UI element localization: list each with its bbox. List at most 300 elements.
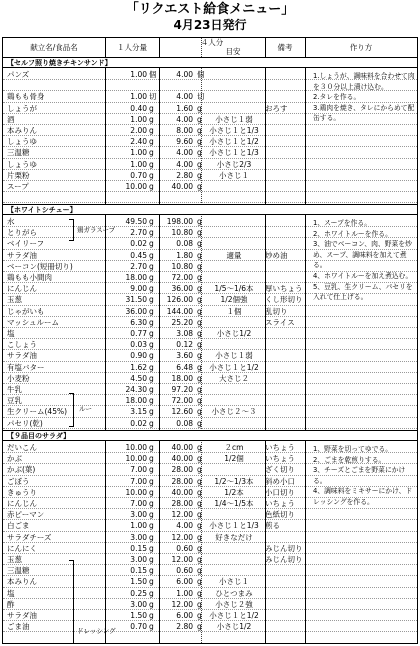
cell-name: ごま油 (7, 622, 30, 632)
cell-u2: g (197, 487, 202, 497)
ingredient-row (3, 328, 417, 339)
cell-name: サラダ油 (7, 351, 37, 361)
cell-name: しょうゆ (7, 137, 37, 147)
cell-u2: g (197, 250, 202, 260)
ingredient-row (3, 170, 417, 181)
cell-q1: 9.00 (130, 284, 147, 294)
cell-u2: g (197, 273, 202, 282)
method-step: 1、野菜を切ってゆでる。 (313, 445, 393, 453)
cell-me: 1/2本 (224, 487, 244, 497)
ingredient-row (3, 621, 417, 632)
cell-u2: g (197, 217, 202, 226)
cell-u2: g (197, 407, 202, 417)
cell-u2: g (197, 454, 202, 464)
header-name: 献立名/食品名 (30, 43, 78, 52)
cell-u2: g (197, 306, 202, 316)
cell-q2: 12.00 (171, 510, 193, 520)
cell-q1: 1.00 (130, 70, 147, 79)
cell-u2: g (197, 284, 202, 294)
cell-bk: 乱切り (265, 306, 288, 316)
ingredient-row (3, 565, 417, 576)
cell-q1: 18.00 (125, 396, 147, 406)
cell-u1: g (149, 295, 154, 305)
cell-q1: 6.30 (130, 317, 147, 327)
cell-q2: 10.80 (171, 261, 193, 271)
cell-name: マッシュルーム (7, 317, 60, 327)
ingredient-row (3, 576, 417, 587)
cell-q1: 2.70 (130, 228, 147, 238)
cell-u1: g (149, 182, 154, 191)
cell-u2: g (197, 622, 202, 632)
cell-u1: g (149, 228, 154, 238)
cell-name: 有塩バター (7, 362, 45, 372)
cell-name: ベーコン(短冊切り) (7, 261, 73, 271)
cell-u1: g (149, 521, 154, 531)
cell-name: とりがら (7, 228, 37, 238)
cell-u2: g (197, 126, 202, 135)
cell-q1: 7.00 (130, 476, 147, 486)
cell-me: 小さじ１と1/3 (209, 148, 259, 158)
cell-u2: g (197, 385, 202, 394)
cell-u1: g (149, 385, 154, 394)
ingredient-row (3, 532, 417, 543)
cell-u1: g (149, 239, 154, 249)
cell-u2: g (197, 295, 202, 305)
cell-me: 小さじ１と1/2 (209, 611, 259, 620)
section-title: 【ホワイトシチュー】 (7, 206, 77, 214)
cell-q2: 40.00 (171, 182, 193, 191)
cell-name: 生クリーム(45%) (7, 407, 68, 417)
ingredient-row (3, 395, 417, 406)
ingredient-row (3, 339, 417, 350)
cell-u2: g (197, 182, 202, 191)
cell-q1: 0.15 (130, 543, 147, 553)
cell-me: 小さじ２強 (215, 599, 253, 609)
cell-q2: 0.60 (176, 543, 193, 553)
cell-u1: g (149, 396, 154, 406)
cell-u1: g (149, 250, 154, 260)
cell-u2: g (197, 340, 202, 350)
ingredient-row (3, 147, 417, 158)
ingredient-row (3, 588, 417, 599)
cell-name: 玉葱 (7, 555, 22, 564)
cell-bk: スライス (265, 317, 295, 327)
method-step: 3.鶏肉を焼き、タレにからめて配缶する。 (313, 103, 415, 123)
cell-me: 好きなだけ (215, 532, 253, 542)
cell-bk: みじん切り (265, 555, 303, 564)
cell-q1: 0.02 (130, 239, 147, 249)
cell-me: 小さじ２～３ (211, 407, 257, 417)
cell-q1: 7.00 (130, 499, 147, 508)
cell-q2: 4.00 (176, 92, 193, 102)
cell-u2: g (197, 611, 202, 620)
cell-u1: g (149, 532, 154, 542)
cell-name: きゅうり (7, 487, 37, 497)
cell-u1: g (149, 103, 154, 113)
cell-q1: 0.70 (130, 170, 147, 180)
method-step: 1.しょうが、調味料を合わせて肉を３０分以上漬け込む。 (313, 72, 415, 91)
cell-me: 1/5～1/6本 (214, 284, 254, 294)
cell-u1: g (149, 170, 154, 180)
cell-me: 小さじ１ (219, 170, 249, 180)
cell-q1: 0.45 (130, 250, 147, 260)
ingredient-row (3, 599, 417, 610)
section-header (3, 57, 417, 68)
cell-q2: 40.00 (171, 443, 193, 452)
cell-q2: 40.00 (171, 487, 193, 497)
cell-q1: 0.77 (130, 329, 147, 338)
cell-name: 酒 (7, 114, 15, 124)
cell-q2: 10.80 (171, 228, 193, 238)
cell-name: じゃがいも (7, 306, 45, 316)
cell-q2: 1.00 (176, 588, 193, 598)
cell-name: サラダチーズ (7, 532, 52, 542)
cell-q1: 24.30 (125, 385, 147, 394)
cell-q2: 72.00 (171, 273, 193, 282)
cell-q1: 49.50 (125, 217, 147, 226)
ingredient-row (3, 362, 417, 373)
cell-bk: 炒め油 (265, 250, 288, 260)
cell-u1: g (149, 284, 154, 294)
cell-name: しょうが (7, 103, 37, 113)
cell-u1: g (149, 622, 154, 632)
cell-name: 塩 (7, 588, 15, 598)
cell-me: 小さじ１弱 (215, 114, 253, 124)
method-step: 1、スープを作る。 (313, 219, 372, 227)
cell-q1: 3.15 (130, 407, 147, 417)
cell-q2: 1.80 (176, 250, 193, 260)
header-biko: 備考 (277, 43, 293, 52)
method-step: 2.タレを作る。 (313, 93, 361, 102)
method-step: 4、調味料をミキサーにかけ、ドレッシングを作る。 (313, 487, 413, 506)
cell-u1: g (149, 566, 154, 576)
cell-q2: 0.60 (176, 566, 193, 576)
ingredient-row (3, 610, 417, 621)
ingredient-row (3, 192, 417, 203)
cell-u2: 切 (197, 92, 205, 102)
ingredient-row (3, 136, 417, 147)
cell-q2: 28.00 (171, 465, 193, 475)
cell-q2: 3.08 (176, 329, 193, 338)
cell-q1: 2.40 (130, 137, 147, 147)
cell-u2: g (197, 239, 202, 249)
cell-bk: おろす (265, 103, 288, 113)
cell-bk: 色紙切り (265, 510, 295, 520)
cell-q1: 4.50 (130, 373, 147, 383)
cell-name: 本みりん (7, 126, 37, 135)
cell-name: 三温糖 (7, 148, 30, 158)
recipe-sheet (2, 37, 418, 644)
cell-u1: g (149, 588, 154, 598)
ingredient-row (3, 406, 417, 417)
cell-q1: 10.00 (125, 487, 147, 497)
ingredient-row (3, 418, 417, 429)
cell-name: 水 (7, 217, 15, 226)
cell-bk: みじん切り (265, 543, 303, 553)
method-step: 3、チーズとごまを野菜にかける。 (313, 466, 406, 485)
cell-q2: 2.80 (176, 170, 193, 180)
cell-u2: g (197, 396, 202, 406)
cell-me: 小さじ１と1/2 (209, 362, 259, 372)
cell-u1: g (149, 373, 154, 383)
ingredient-row (3, 384, 417, 395)
ingredient-row (3, 509, 417, 520)
section-header (3, 430, 417, 441)
cell-bk: 厚いちょう (265, 284, 303, 294)
cell-bk: 斜め小口 (265, 476, 295, 486)
cell-u1: g (149, 114, 154, 124)
cell-name: ベイリーフ (7, 239, 45, 249)
cell-q2: 6.00 (176, 611, 193, 620)
cell-name: 酢 (7, 599, 15, 609)
cell-q1: 0.03 (130, 340, 147, 350)
cell-name: こしょう (7, 340, 37, 350)
cell-u2: g (197, 599, 202, 609)
cell-q1: 1.00 (130, 521, 147, 531)
cell-q1: 0.15 (130, 566, 147, 576)
cell-u1: g (149, 443, 154, 452)
cell-q2: 198.00 (166, 217, 193, 226)
cell-q2: 72.00 (171, 396, 193, 406)
cell-u2: g (197, 261, 202, 271)
cell-name: スープ (7, 182, 29, 191)
cell-q1: 0.02 (130, 418, 147, 428)
method-steps (313, 444, 417, 508)
cell-q2: 9.60 (176, 137, 193, 147)
cell-u2: g (197, 137, 202, 147)
cell-q1: 3.00 (130, 555, 147, 564)
cell-u2: g (197, 499, 202, 508)
cell-u1: g (149, 510, 154, 520)
cell-u2: g (197, 476, 202, 486)
group-label-roux: ルー (79, 405, 92, 413)
cell-u2: g (197, 159, 202, 169)
cell-u1: g (149, 555, 154, 564)
cell-u2: g (197, 465, 202, 475)
cell-q2: 4.00 (176, 148, 193, 158)
cell-q1: 1.00 (130, 114, 147, 124)
cell-u1: g (149, 329, 154, 338)
menu-title: 「リクエスト給食メニュー」 (125, 2, 295, 17)
header-one-serving: １人分量 (117, 43, 147, 52)
section-title: 【９品目のサラダ】 (7, 432, 71, 440)
cell-me: 小さじ1/2 (216, 622, 252, 632)
cell-me: ２cm (224, 443, 244, 452)
cell-me: 小さじ１と1/3 (209, 126, 259, 135)
cell-u1: g (149, 126, 154, 135)
group-label-dressing: ドレッシング (77, 627, 116, 635)
cell-bk: 小口切り (265, 487, 295, 497)
cell-u2: g (197, 114, 202, 124)
cell-name: かぶ(葉) (7, 465, 36, 475)
cell-u1: g (149, 261, 154, 271)
cell-bk: いちょう (265, 443, 295, 452)
ingredient-row (3, 317, 417, 328)
cell-u2: g (197, 577, 202, 587)
cell-q2: 4.00 (176, 159, 193, 169)
cell-u2: g (197, 170, 202, 180)
cell-u2: g (197, 329, 202, 338)
cell-u1: 個 (149, 70, 157, 79)
method-step: 2、ホワイトルーを作る。 (313, 229, 392, 238)
cell-q2: 0.08 (176, 418, 193, 428)
cell-q1: 0.90 (130, 351, 147, 361)
cell-u1: g (149, 148, 154, 158)
method-step: 4、ホワイトルーを加え煮込む。 (313, 271, 413, 280)
cell-q2: 126.00 (166, 295, 193, 305)
cell-u2: g (197, 317, 202, 327)
cell-u2: g (197, 103, 202, 113)
ingredient-row (3, 306, 417, 317)
cell-q2: 36.00 (171, 284, 193, 294)
ingredient-row (3, 543, 417, 554)
cell-u2: 個 (197, 70, 205, 79)
cell-u1: g (149, 476, 154, 486)
issue-date: 4月23日発行 (173, 18, 247, 32)
cell-u1: g (149, 454, 154, 464)
cell-bk: くし形切り (265, 295, 303, 305)
cell-q1: 10.00 (125, 454, 147, 464)
cell-bk: いちょう (265, 454, 295, 464)
cell-q1: 31.50 (125, 295, 147, 305)
cell-name: 片栗粉 (7, 170, 30, 180)
cell-me: ひとつまみ (215, 588, 253, 598)
header-meyasu: 目安 (225, 47, 241, 56)
cell-q2: 97.20 (171, 385, 193, 394)
cell-u2: g (197, 532, 202, 542)
cell-q1: 1.00 (130, 148, 147, 158)
cell-bk: 煎る (265, 521, 280, 531)
cell-q1: 3.00 (130, 510, 147, 520)
cell-me: 1/2個強 (220, 295, 248, 305)
cell-q2: 28.00 (171, 499, 193, 508)
cell-name: 鶏もも骨身 (7, 92, 45, 102)
group-bracket (69, 393, 74, 427)
cell-u1: g (149, 465, 154, 475)
cell-u1: g (149, 137, 154, 147)
cell-u1: g (149, 407, 154, 417)
group-bracket (69, 560, 74, 644)
cell-q2: 6.48 (176, 362, 193, 372)
cell-me: 小さじ1/2 (216, 329, 252, 338)
cell-u2: g (197, 228, 202, 238)
header-method: 作り方 (349, 43, 373, 52)
cell-q1: 10.00 (125, 443, 147, 452)
cell-u2: g (197, 543, 202, 553)
cell-u1: g (149, 611, 154, 620)
cell-name: 塩 (7, 329, 15, 338)
cell-bk: いちょう (265, 499, 295, 508)
cell-u2: g (197, 148, 202, 158)
ingredient-row (3, 554, 417, 565)
cell-q2: 40.00 (171, 454, 193, 464)
cell-name: しょうゆ (7, 159, 37, 169)
cell-q1: 1.62 (130, 362, 147, 372)
cell-me: 小さじ１と1/2 (209, 137, 259, 147)
cell-q2: 8.00 (176, 126, 193, 135)
cell-u1: g (149, 599, 154, 609)
cell-u2: g (197, 362, 202, 372)
cell-u1: g (149, 273, 154, 282)
cell-q2: 4.00 (176, 521, 193, 531)
cell-u1: g (149, 543, 154, 553)
cell-q2: 4.00 (176, 70, 193, 79)
method-steps (313, 218, 417, 303)
cell-name: 牛乳 (7, 385, 22, 394)
cell-q2: 18.00 (171, 373, 193, 383)
cell-name: 本みりん (7, 577, 37, 587)
cell-u1: 切 (149, 92, 157, 102)
cell-name: 小麦粉 (7, 373, 30, 383)
cell-u2: g (197, 510, 202, 520)
cell-q1: 0.70 (130, 622, 147, 632)
method-steps (313, 71, 417, 124)
cell-q1: 10.00 (125, 182, 147, 191)
cell-q1: 2.70 (130, 261, 147, 271)
cell-u1: g (149, 306, 154, 316)
cell-name: パセリ(乾) (7, 418, 43, 428)
cell-q2: 2.80 (176, 622, 193, 632)
cell-me: １個 (226, 306, 242, 316)
cell-q1: 36.00 (125, 306, 147, 316)
cell-me: 1/2～1/3本 (214, 476, 254, 486)
cell-name: にんじん (7, 499, 37, 508)
method-step: 2、ごまを乾煎りする。 (313, 455, 386, 464)
cell-q1: 18.00 (125, 273, 147, 282)
cell-u1: g (149, 577, 154, 587)
cell-q2: 28.00 (171, 476, 193, 486)
cell-u2: g (197, 521, 202, 531)
section-title: 【セルフ照り焼きチキンサンド】 (7, 59, 112, 67)
ingredient-row (3, 350, 417, 361)
cell-q1: 7.00 (130, 465, 147, 475)
cell-u2: g (197, 373, 202, 383)
cell-u2: g (197, 443, 202, 452)
cell-me: 大さじ２ (219, 373, 249, 383)
cell-u1: g (149, 499, 154, 508)
cell-q1: 3.00 (130, 599, 147, 609)
cell-name: 豆乳 (7, 396, 22, 406)
cell-me: 小さじ１と1/3 (209, 521, 259, 531)
section-header (3, 204, 417, 215)
cell-u1: g (149, 317, 154, 327)
method-step: 3、油でベーコン、肉、野菜を炒め、スープ、調味料を加えて煮る。 (313, 240, 412, 270)
group-label-stock: 鶏ガラスープ (77, 226, 116, 234)
cell-name: だいこん (7, 443, 37, 452)
cell-q2: 1.60 (176, 103, 193, 113)
cell-q1: 1.50 (130, 577, 147, 587)
cell-name: サラダ油 (7, 250, 37, 260)
cell-q2: 12.60 (171, 407, 193, 417)
cell-q2: 12.00 (171, 599, 193, 609)
cell-q1: 1.00 (130, 159, 147, 169)
header-four-servings: ４人分 (200, 38, 224, 47)
group-bracket (69, 219, 74, 241)
cell-name: 白ごま (7, 521, 30, 531)
method-step: 5、豆乳、生クリーム、パセリを入れて仕上げる。 (313, 282, 413, 302)
cell-q1: 2.00 (130, 126, 147, 135)
cell-u2: g (197, 566, 202, 576)
cell-q2: 6.00 (176, 577, 193, 587)
cell-u1: g (149, 159, 154, 169)
cell-name: 三温糖 (7, 566, 30, 576)
cell-u1: g (149, 351, 154, 361)
cell-name: 鶏もも小間肉 (7, 273, 52, 282)
cell-q2: 0.12 (176, 340, 193, 350)
cell-name: 赤ピーマン (7, 510, 45, 520)
cell-u2: g (197, 418, 202, 428)
ingredient-row (3, 181, 417, 192)
